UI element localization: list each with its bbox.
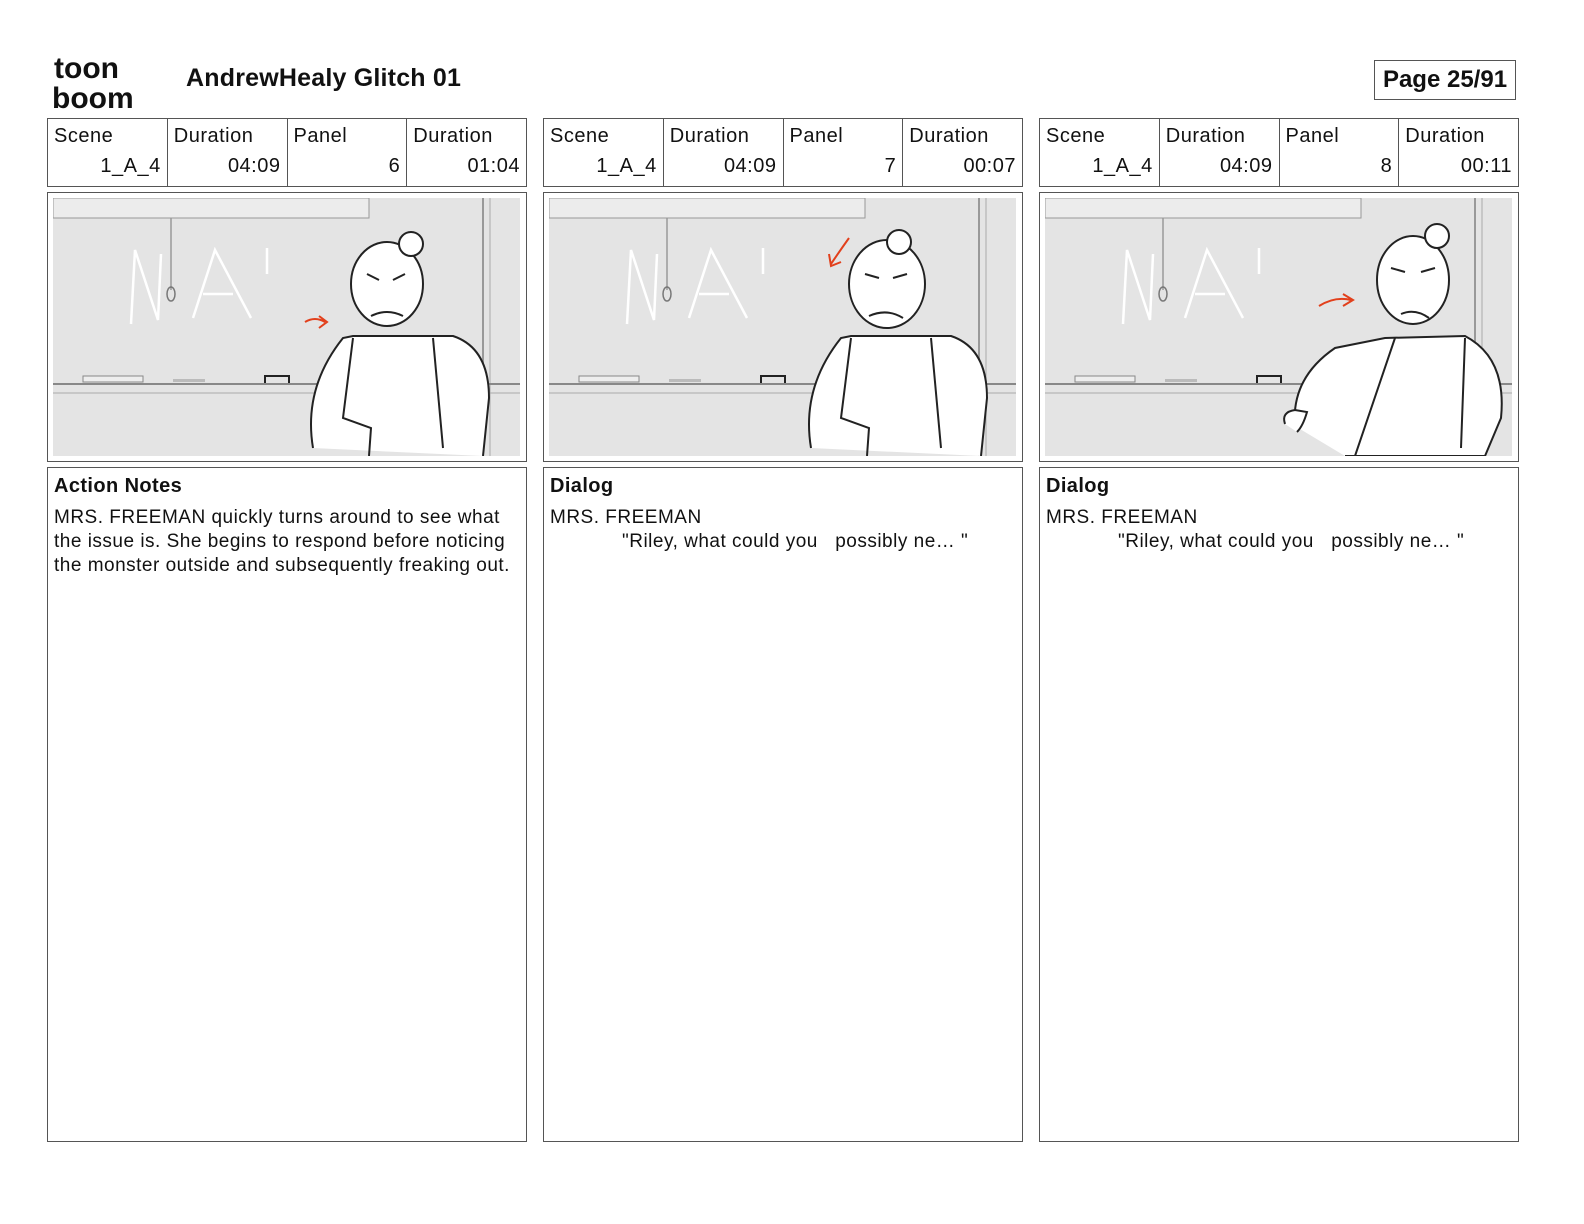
- dialog-line: "Riley, what could you possibly ne… ": [1118, 531, 1465, 552]
- panel-value: 8: [1380, 155, 1393, 177]
- notes-heading: Dialog: [1046, 475, 1110, 497]
- panel-duration-cell: [1399, 119, 1518, 186]
- scene-value: 1_A_4: [1092, 155, 1153, 177]
- panel-header: [47, 118, 527, 187]
- panel-header: [1039, 118, 1519, 187]
- duration-label: Duration: [909, 125, 989, 147]
- panel-label: Panel: [293, 125, 348, 147]
- dialog-speaker: MRS. FREEMAN: [550, 507, 702, 528]
- notes-heading: Dialog: [550, 475, 614, 497]
- panel-value: 6: [388, 155, 401, 177]
- scene-value: 1_A_4: [100, 155, 161, 177]
- scene-duration-value: 04:09: [1219, 155, 1273, 177]
- scene-duration-value: 04:09: [723, 155, 777, 177]
- toonboom-logo: [52, 52, 164, 110]
- notes-text: MRS. FREEMAN quickly turns around to see what the issue is. She begins to respond before noticing the monster outside and subsequently freaking out.: [54, 507, 510, 576]
- panel-header: [543, 118, 1023, 187]
- scene-value: 1_A_4: [596, 155, 657, 177]
- scene-cell: [48, 119, 168, 186]
- panel-cell: [288, 119, 408, 186]
- panel-label: Panel: [1285, 125, 1340, 147]
- project-title: AndrewHealy Glitch 01: [186, 64, 462, 92]
- page-number: Page 25/91: [1374, 60, 1516, 100]
- panel-duration-cell: [903, 119, 1022, 186]
- panel-label: Panel: [789, 125, 844, 147]
- panel-duration-value: 01:04: [467, 155, 520, 177]
- scene-label: Scene: [54, 125, 114, 147]
- panel-image: [543, 192, 1023, 462]
- dialog-box: [1039, 467, 1519, 1142]
- logo-text-top: toon: [54, 52, 119, 85]
- dialog-box: [543, 467, 1023, 1142]
- panel-duration-value: 00:11: [1460, 155, 1512, 177]
- storyboard-sketch-6: [53, 198, 520, 456]
- scene-duration-value: 04:09: [227, 155, 281, 177]
- scene-cell: [1040, 119, 1160, 186]
- scene-duration-cell: [664, 119, 784, 186]
- panel-duration-value: 00:07: [963, 155, 1016, 177]
- scene-label: Scene: [550, 125, 610, 147]
- action-notes-box: [47, 467, 527, 1142]
- scene-duration-cell: [168, 119, 288, 186]
- duration-label: Duration: [1165, 125, 1246, 147]
- scene-duration-cell: [1160, 119, 1280, 186]
- dialog-line: "Riley, what could you possibly ne… ": [622, 531, 969, 552]
- dialog-speaker: MRS. FREEMAN: [1046, 507, 1198, 528]
- duration-label: Duration: [413, 125, 493, 147]
- storyboard-sketch-8: [1045, 198, 1512, 456]
- duration-label: Duration: [173, 125, 254, 147]
- notes-heading: Action Notes: [54, 475, 183, 497]
- duration-label: Duration: [1405, 125, 1485, 147]
- duration-label: Duration: [669, 125, 750, 147]
- storyboard-sketch-7: [549, 198, 1016, 456]
- panel-image: [47, 192, 527, 462]
- panel-cell: [1280, 119, 1400, 186]
- panel-image: [1039, 192, 1519, 462]
- panel-duration-cell: [407, 119, 526, 186]
- scene-cell: [544, 119, 664, 186]
- scene-label: Scene: [1046, 125, 1106, 147]
- panel-value: 7: [884, 155, 897, 177]
- panel-cell: [784, 119, 904, 186]
- logo-text-bottom: boom: [52, 82, 134, 110]
